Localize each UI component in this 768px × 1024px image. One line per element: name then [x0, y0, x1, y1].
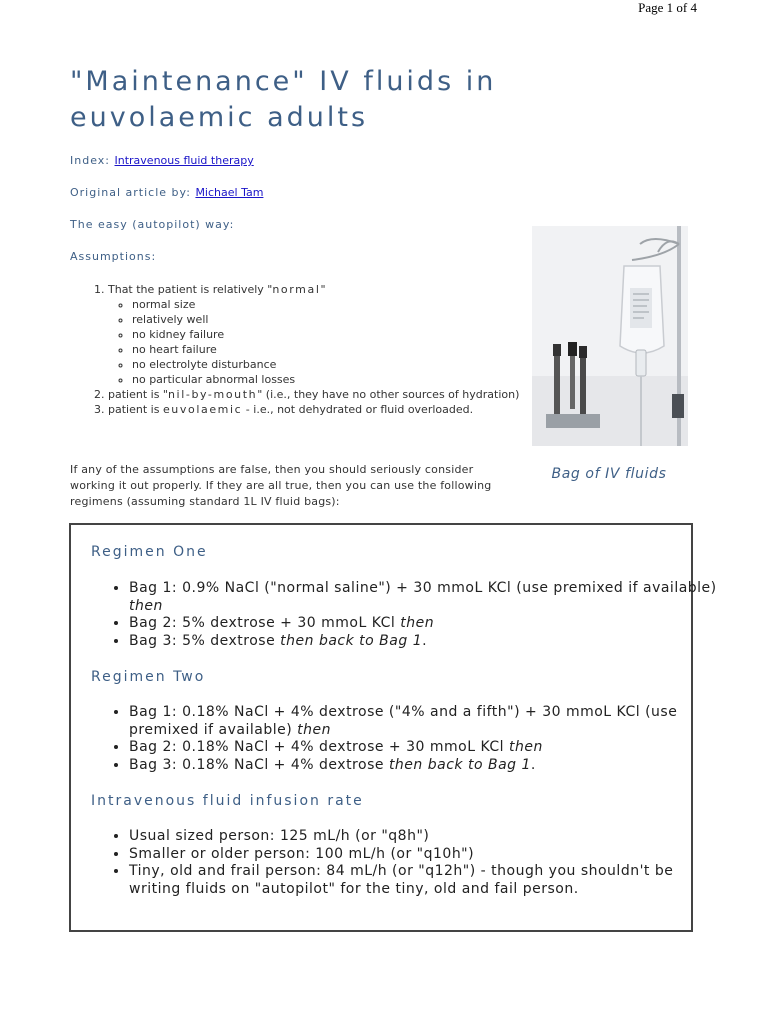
regimen-two-heading: Regimen Two: [91, 669, 206, 685]
item-text: Bag 3: 0.18% NaCl + 4% dextrose: [129, 756, 389, 773]
list-item: [129, 580, 719, 615]
sub-assumption: ◦ normal size: [132, 297, 520, 312]
assumptions-list: [70, 282, 520, 417]
item-text: .: [530, 756, 536, 773]
sub-assumption: ◦ no heart failure: [132, 342, 520, 357]
iv-bag-photo: [532, 226, 688, 446]
item-emphasis: then: [297, 721, 332, 738]
assumption-text: patient is ": [108, 388, 168, 401]
original-article-line: [70, 186, 263, 199]
item-text: Bag 2: 0.18% NaCl + 4% dextrose + 30 mmoL KCl: [129, 739, 509, 755]
author-link[interactable]: Michael Tam: [195, 186, 264, 199]
assumptions-heading: Assumptions:: [70, 250, 157, 263]
index-label: Index:: [70, 154, 115, 167]
index-line: [70, 154, 254, 167]
item-emphasis: then: [509, 739, 543, 755]
assumption-item: [108, 402, 520, 417]
infusion-rate-list: [91, 828, 719, 898]
item-text: Bag 1: 0.18% NaCl + 4% dextrose ("4% and a fifth") + 30 mmoL KCl (use premixed if available): [129, 704, 678, 738]
list-item: • Tiny, old and frail person: 84 mL/h (or "q12h") - though you shouldn't be writing fluids on "autopilot" for the tiny, old and fail person.: [129, 863, 719, 898]
list-item: • Smaller or older person: 100 mL/h (or "q10h"): [129, 846, 719, 864]
assumption-text: - i.e., not dehydrated or fluid overloaded.: [242, 403, 474, 416]
original-label: Original article by:: [70, 186, 196, 199]
item-text: Bag 3: 5% dextrose: [129, 632, 281, 649]
item-emphasis: then: [129, 597, 163, 614]
sub-assumption: ◦ no electrolyte disturbance: [132, 357, 520, 372]
list-item: [129, 757, 719, 775]
page-number: Page 1 of 4: [638, 0, 697, 15]
item-text: Bag 1: 0.9% NaCl ("normal saline") + 30 mmoL KCl (use premixed if available): [129, 580, 717, 596]
list-item: • Usual sized person: 125 mL/h (or "q8h"): [129, 828, 719, 846]
item-emphasis: then back to Bag 1: [280, 632, 423, 649]
sub-assumption: ◦ no kidney failure: [132, 327, 520, 342]
item-emphasis: then: [400, 615, 435, 631]
sub-assumption: ◦ relatively well: [132, 312, 520, 327]
iv-bag-illustration: [532, 226, 688, 446]
list-item: [129, 739, 719, 757]
regimens-box: [69, 523, 717, 932]
item-emphasis: then back to Bag 1: [388, 756, 531, 773]
sub-assumption: ◦ no particular abnormal losses: [132, 372, 520, 387]
image-caption: Bag of IV fluids: [551, 466, 667, 482]
list-item: [129, 704, 719, 739]
intro-paragraph: If any of the assumptions are false, then you should seriously consider working it out properly. If they are all true, then you can use the following regimens (assuming standard 1L IV fluid bags):: [70, 463, 492, 508]
assumption-emphasis: nil-by-mouth: [167, 388, 258, 401]
item-text: Bag 2: 5% dextrose + 30 mmoL KCl: [129, 615, 401, 631]
index-link[interactable]: Intravenous fluid therapy: [114, 154, 254, 167]
easy-way-heading: The easy (autopilot) way:: [70, 218, 235, 231]
list-item: [129, 615, 719, 633]
list-item: [129, 633, 719, 651]
regimen-two-list: [91, 704, 719, 774]
item-text: .: [422, 632, 428, 649]
page-title: "Maintenance" IV fluids in euvolaemic adults: [70, 66, 497, 133]
assumption-text: ": [320, 283, 326, 296]
assumption-emphasis: normal: [272, 283, 321, 296]
regimen-one-list: [91, 580, 719, 650]
assumption-text: " (i.e., they have no other sources of hydration): [257, 388, 520, 401]
assumption-item: [108, 282, 520, 387]
assumption-item: [108, 387, 520, 402]
assumption-emphasis: euvolaemic: [162, 403, 243, 416]
assumption-text: patient is: [108, 403, 163, 416]
infusion-rate-heading: Intravenous fluid infusion rate: [91, 793, 364, 809]
assumption-text: That the patient is relatively ": [108, 283, 273, 296]
regimen-one-heading: Regimen One: [91, 544, 208, 560]
